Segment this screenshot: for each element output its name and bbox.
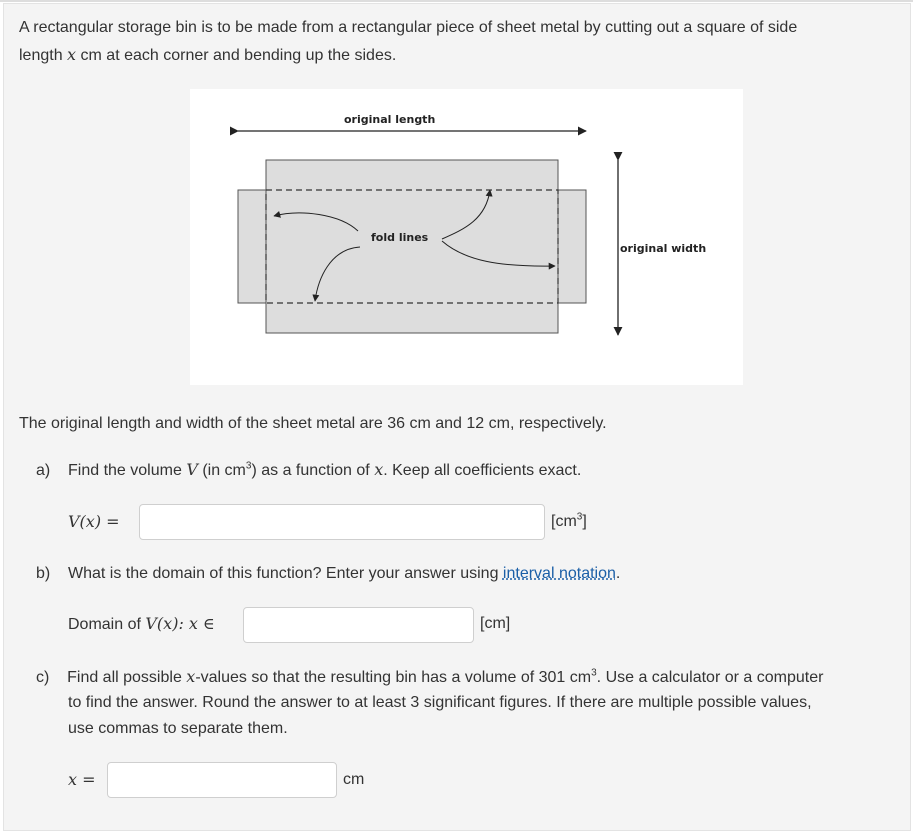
unit-text: [cm (551, 513, 577, 530)
part-c-marker: c) (36, 669, 50, 686)
variable-V: V (186, 460, 198, 479)
label-original-width: original width (620, 242, 707, 255)
part-a-question (36, 457, 581, 484)
sheet-left-flap (238, 190, 266, 303)
question-text: What is the domain of this function? Enter your answer using (68, 565, 499, 582)
label-fold-lines: fold lines (371, 231, 429, 244)
sheet-metal-diagram (190, 89, 743, 385)
diagram-svg (190, 89, 743, 385)
question-text: . Use a calculator or a computer (596, 669, 824, 686)
interval-notation-link[interactable]: interval notation (502, 565, 616, 582)
volume-answer-label: V(x) = (68, 512, 120, 531)
intro-line-1 (19, 15, 797, 41)
label-original-length: original length (344, 113, 436, 126)
variable-x: x (186, 667, 196, 686)
part-b-marker: b) (36, 565, 51, 582)
superscript: 3 (245, 460, 252, 472)
intro-text: A rectangular storage bin is to be made from a rectangular piece of sheet metal by cutting out a square of side (19, 19, 798, 36)
part-a-marker: a) (36, 462, 51, 479)
domain-unit: [cm] (480, 615, 511, 632)
domain-input[interactable] (243, 607, 474, 643)
superscript: 3 (576, 511, 583, 523)
intro-text: length (19, 47, 63, 64)
part-c-question-line-3: use commas to separate them. (68, 720, 288, 737)
intro-line-2 (19, 42, 396, 69)
volume-unit (551, 509, 587, 535)
question-text: . Keep all coefficients exact. (383, 462, 582, 479)
domain-answer-label (68, 611, 215, 638)
x-unit: cm (343, 771, 365, 788)
variable-x: x (374, 460, 384, 479)
label-math: V(x): x ∈ (145, 614, 215, 633)
question-text: Find the volume (68, 462, 182, 479)
question-text: . (615, 565, 621, 582)
question-text: (in cm (202, 462, 246, 479)
superscript: 3 (591, 667, 597, 679)
unit-text: ] (582, 513, 587, 530)
x-values-input[interactable] (107, 762, 337, 798)
part-b-question (36, 561, 620, 587)
variable-x: x (67, 45, 77, 64)
intro-text: cm at each corner and bending up the sides. (80, 47, 397, 64)
question-text: Find all possible (67, 669, 182, 686)
part-c-question-line-1 (36, 664, 823, 691)
top-divider (0, 0, 913, 2)
sheet-right-flap (558, 190, 586, 303)
label-text: Domain of (68, 616, 141, 633)
volume-function-input[interactable] (139, 504, 545, 540)
question-text: ) as a function of (251, 462, 370, 479)
part-c-question-line-2: to find the answer. Round the answer to at least 3 significant figures. If there are multiple possible values, (68, 694, 812, 711)
question-text: -values so that the resulting bin has a volume of 301 cm (195, 669, 592, 686)
x-answer-label: x = (68, 770, 96, 789)
dimensions-text: The original length and width of the sheet metal are 36 cm and 12 cm, respectively. (19, 415, 607, 432)
